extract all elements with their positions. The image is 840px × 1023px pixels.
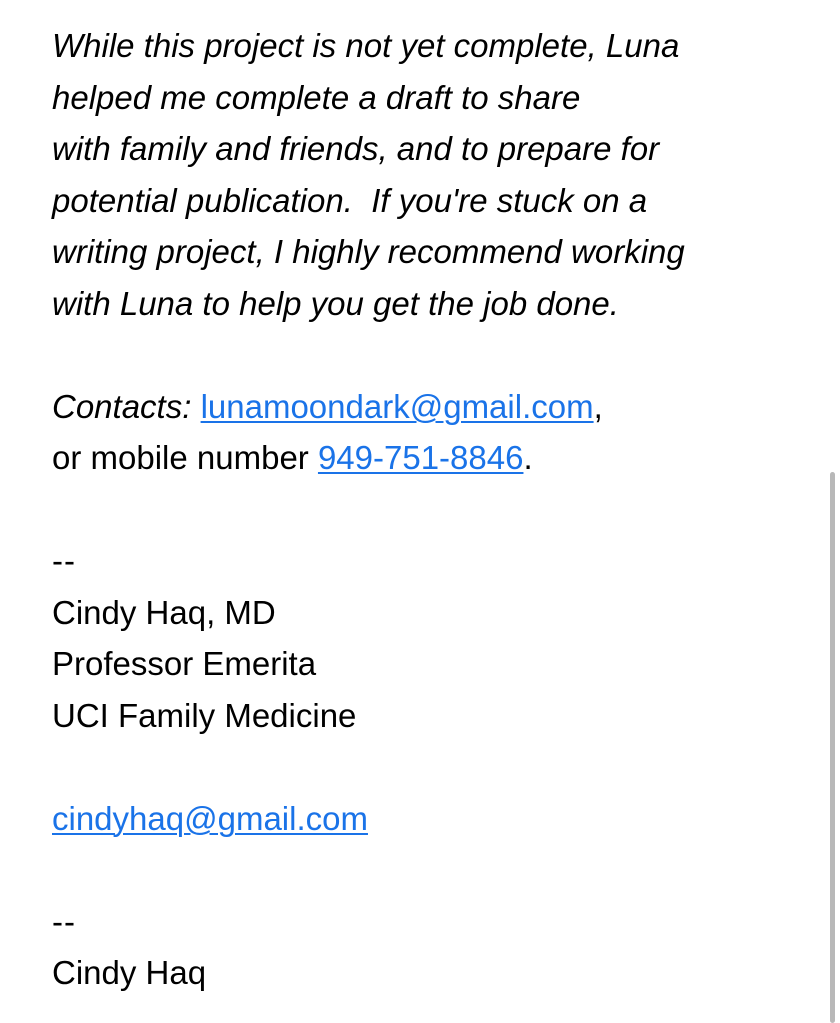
blank-line (52, 329, 792, 381)
vertical-scrollbar[interactable] (830, 472, 835, 1023)
recommendation-paragraph (52, 20, 792, 329)
paragraph-line: with Luna to help you get the job done. (52, 284, 619, 322)
email-body (52, 20, 792, 999)
paragraph-line: writing project, I highly recommend working (52, 233, 685, 270)
mobile-prefix: or mobile number (52, 439, 318, 476)
signature-email-link[interactable]: cindyhaq@gmail.com (52, 799, 368, 837)
paragraph-line: potential publication. If you're stuck on a (52, 181, 648, 219)
paragraph-line: helped me complete a draft to share (52, 78, 581, 116)
signature-separator-2: -- (52, 902, 76, 940)
signature-email-line (52, 793, 792, 845)
mobile-line (52, 432, 792, 484)
contacts-label: Contacts: (52, 387, 201, 425)
blank-line (52, 484, 792, 536)
signature-department: UCI Family Medicine (52, 696, 357, 734)
blank-line (52, 741, 792, 793)
blank-line (52, 844, 792, 896)
signature-name-2: Cindy Haq (52, 954, 207, 991)
contacts-comma: , (593, 387, 603, 425)
signature-name: Cindy Haq, MD (52, 593, 276, 631)
paragraph-line: While this project is not yet complete, Luna (52, 27, 680, 64)
mobile-number-link[interactable]: 949-751-8846 (317, 439, 524, 476)
contact-email-link[interactable]: lunamoondark@gmail.com (200, 387, 594, 425)
signature-title: Professor Emerita (52, 645, 317, 682)
paragraph-line: with family and friends, and to prepare for (52, 130, 660, 167)
signature-separator: -- (52, 542, 76, 579)
contacts-line (52, 381, 792, 433)
mobile-suffix: . (523, 439, 533, 476)
